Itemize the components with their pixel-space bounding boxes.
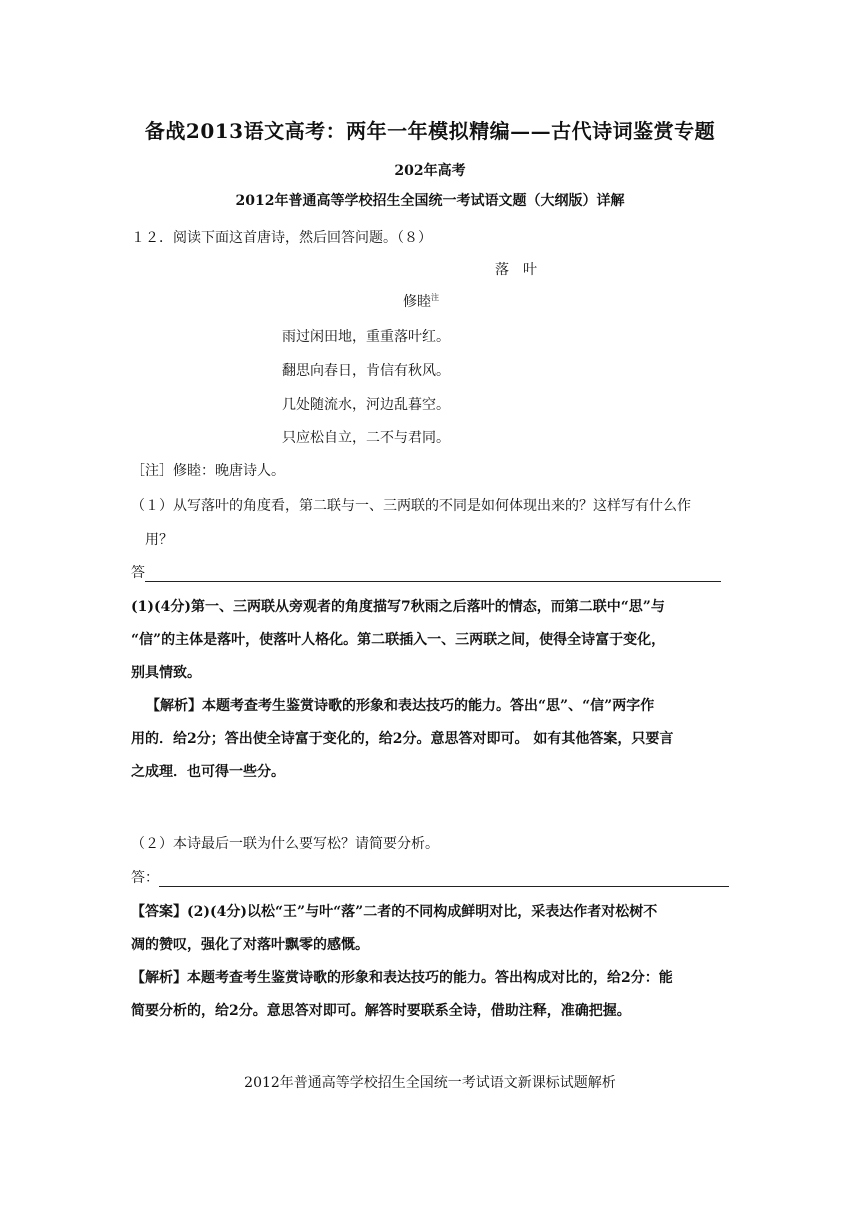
part2-answer-label: 答：: [131, 870, 159, 886]
part2-question: （２）本诗最后一联为什么要写松？请简要分析。: [131, 836, 439, 852]
part1-answer-blank[interactable]: [145, 567, 721, 582]
poem-line-4: 只应松自立，二不与君同。: [282, 430, 450, 446]
poem-title: 落叶: [495, 262, 551, 278]
part2-answer-text: [131, 896, 751, 962]
part1-analysis-line2: 用的．给2分；答出使全诗富于变化的，给2分。意思答对即可。 如有其他答案，只要言: [131, 731, 674, 747]
part1-answer-line1: (1)(4分)第一、三两联从旁观者的角度描写7秋雨之后落叶的情态，而第二联中“思”与: [131, 599, 665, 615]
part2-analysis-line1: 【解析】本题考查考生鉴赏诗歌的形象和表达技巧的能力。答出构成对比的，给2分：能: [131, 970, 673, 986]
part1-answer-line3: 别具情致。: [131, 665, 201, 681]
part2-answer-blank[interactable]: [159, 872, 729, 887]
part1-answer-text: [131, 591, 751, 690]
part1-analysis: [131, 690, 751, 789]
poem-author: [403, 291, 439, 311]
part1-question-line1: （１）从写落叶的角度看，第二联与一、三两联的不同是如何体现出来的？这样写有什么作: [131, 498, 691, 514]
author-note-mark: 注: [431, 293, 439, 302]
question-instruction: １２．阅读下面这首唐诗，然后回答问题。（８）: [131, 230, 432, 246]
next-section-heading: 2012年普通高等学校招生全国统一考试语文新课标试题解析: [244, 1075, 616, 1091]
part2-answer-line2: 凋的赞叹，强化了对落叶飘零的感慨。: [131, 937, 369, 953]
part1-answer-line: [131, 562, 721, 582]
poem-author-name: 修睦: [403, 294, 431, 310]
part1-question-line2: 用？: [145, 532, 173, 548]
part2-analysis-line2: 简要分析的，给2分。意思答对即可。解答时要联系全诗，借助注释，准确把握。: [131, 1003, 631, 1019]
part2-answer-line: [131, 867, 729, 887]
part2-answer-line1: 【答案】(2)(4分)以松“王”与叶“落”二者的不同构成鲜明对比，采表达作者对松树不: [131, 904, 658, 920]
part1-answer-label: 答: [131, 565, 145, 581]
document-title: 备战2013语文高考：两年一年模拟精编——古代诗词鉴赏专题: [144, 119, 716, 143]
year-heading: 202年高考: [394, 163, 466, 179]
part1-answer-line2: “信”的主体是落叶，使落叶人格化。第二联插入一、三两联之间，使得全诗富于变化，: [131, 632, 666, 648]
part2-analysis: [131, 962, 751, 1028]
poem-line-1: 雨过闲田地，重重落叶红。: [282, 329, 450, 345]
part1-analysis-line3: 之成理．也可得一些分。: [131, 764, 285, 780]
part1-analysis-line1: 【解析】本题考查考生鉴赏诗歌的形象和表达技巧的能力。答出“思”、“信”两字作: [146, 698, 655, 714]
author-note: ［注］修睦：晚唐诗人。: [131, 463, 285, 479]
exam-heading: 2012年普通高等学校招生全国统一考试语文题（大纲版）详解: [235, 193, 625, 209]
poem-line-2: 翻思向春日，肯信有秋风。: [282, 363, 450, 379]
poem-line-3: 几处随流水，河边乱暮空。: [282, 397, 450, 413]
